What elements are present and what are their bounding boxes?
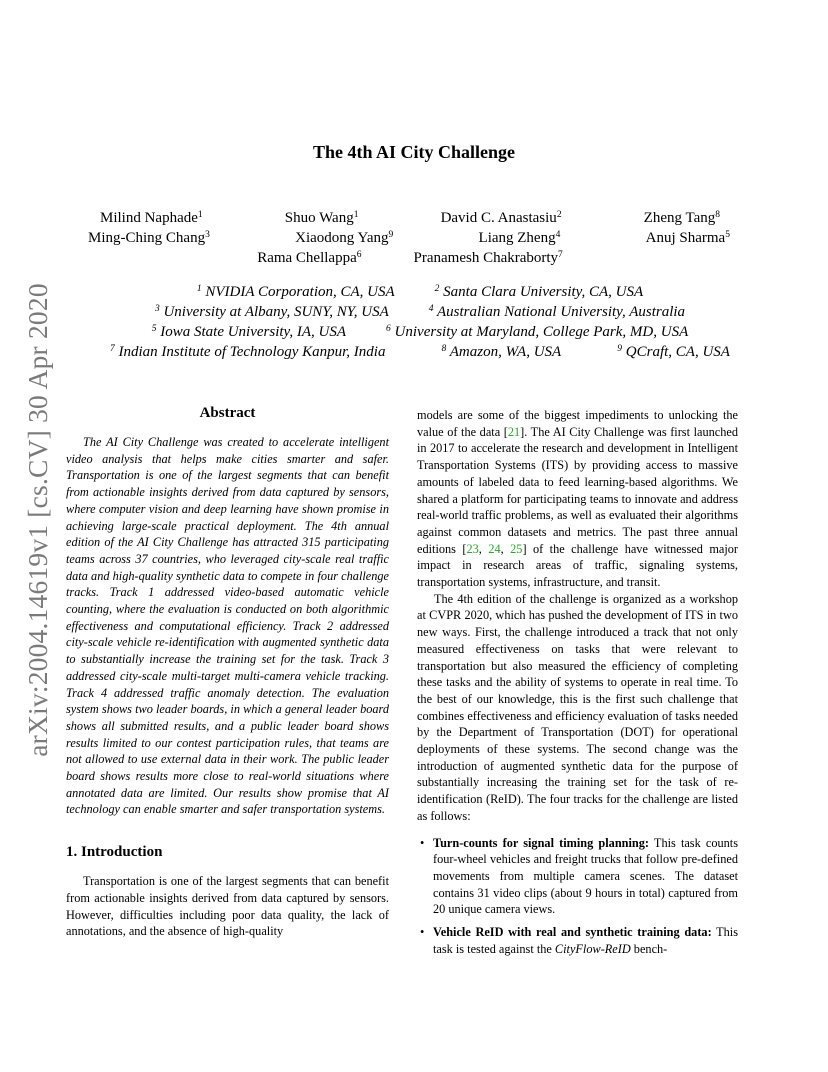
author: Xiaodong Yang$^9$ [295,230,394,246]
bullet-icon: • [420,925,425,940]
track-item: • Vehicle ReID with real and synthetic training data: This task is tested against the CityFlow-ReID bench- [420,925,738,956]
author: Liang Zheng$^4$ [478,230,561,246]
abstract-text: The AI City Challenge was created to accelerate intelligent video analysis that helps make cities smarter and safer. Transportation is one of the largest segments that can benefit from actionable insights derived from data captured by sensors, where computer vision and deep learning have shown promise in achieving large-scale practical deployment. The 4th annual edition of the AI City Challenge has attracted 315 participating teams across 37 countries, who leveraged city-scale real traffic data and high-quality synthetic data to compete in four challenge tracks. Track 1 addressed video-based automatic vehicle counting, where the evaluation is conducted on both algorithmic effectiveness and computational efficiency. Track 2 addressed city-scale vehicle re-identification with augmented synthetic data to substantially increase the training set for the task. Track 3 addressed city-scale multi-target multi-camera vehicle tracking. Track 4 addressed traffic anomaly detection. The evaluation system shows two leader boards, in which a general leader board shows all submitted results, and a public leader board shows results limited to our contest participation rules, that teams are not allowed to use external data in their work. The public leader board shows results more close to real-world situations where annotated data are limited. Our results show promise that AI technology can enable smarter and safer transportation systems. [66,435,389,817]
author: Pranamesh Chakraborty$^7$ [413,250,563,266]
track-heading: Vehicle ReID with real and synthetic training data: [433,925,712,940]
author: David C. Anastasiu$^2$ [440,210,562,226]
affiliation: $^7$ Indian Institute of Technology Kanpur, India [110,344,386,360]
bullet-icon: • [420,835,425,850]
right-column [417,407,738,964]
affiliation-list [60,282,780,362]
introduction-paragraph: Transportation is one of the largest segments that can benefit from actionable insights derived from data captured by sensors. However, difficulties including poor data quality, the lack of annotations, and the absence of high-quality [66,874,389,939]
author-row [100,208,720,228]
introduction-heading: 1. Introduction [66,844,163,861]
author-row [88,228,730,248]
author: Rama Chellappa$^6$ [257,250,362,266]
affiliation: $^8$ Amazon, WA, USA [441,344,562,360]
citation-link[interactable]: 21 [507,424,521,439]
citation-link[interactable]: 25 [510,541,523,556]
body-paragraph: The 4th edition of the challenge is organized as a workshop at CVPR 2020, which has pushed the development of ITS in two new ways. First, the challenge introduced a track that not only measured effectiveness on tasks that were relevant to transportation but also measured the efficiency of completing these tasks and the ability of systems to operate in real time. To the best of our knowledge, this is the first such challenge that combines effectiveness and efficiency evaluation of tasks needed by the Department of Transportation (DOT) for operational deployments of these systems. The second change was the introduction of augmented synthetic data for the purpose of substantially increasing the training set for the task of re-identification (ReID). The four tracks for the challenge are listed as follows: [417,591,738,823]
affiliation: $^6$ University at Maryland, College Park, MD, USA [386,324,689,340]
affiliation-row [60,322,780,342]
affiliation: $^1$ NVIDIA Corporation, CA, USA [196,284,395,300]
author-row [100,248,720,268]
affiliation-row [60,302,780,322]
affiliation-row [110,342,730,362]
affiliation: $^4$ Australian National University, Australia [428,304,686,320]
author: Ming-Ching Chang$^3$ [88,230,210,246]
affiliation: $^2$ Santa Clara University, CA, USA [434,284,644,300]
body-paragraph: models are some of the biggest impediments to unlocking the value of the data [21]. The AI City Challenge was first launched in 2017 to accelerate the research and development in Intelligent Transportation Systems (ITS) by providing access to massive amounts of labeled data to feed learning-based algorithms. We shared a platform for participating teams to innovate and address real-world traffic problems, as well as evaluated their algorithms against common datasets and metrics. The past three annual editions [23, 24, 25] of the challenge have witnessed major impact in research areas of traffic, signaling systems, transportation systems, infrastructure, and transit. [417,408,738,590]
author: Shuo Wang$^1$ [284,210,359,226]
author-list [88,208,730,268]
abstract-heading: Abstract [199,405,256,421]
arxiv-identifier-text: arXiv:2004.14619v1 [cs.CV] 30 Apr 2020 [22,283,53,757]
arxiv-identifier [18,285,58,755]
author: Anuj Sharma$^5$ [645,230,730,246]
affiliation: $^3$ University at Albany, SUNY, NY, USA [154,304,389,320]
paper-title: The 4th AI City Challenge [312,142,516,162]
track-item: • Turn-counts for signal timing planning: This task counts four-wheel vehicles and freight trucks that follow pre-defined movements from multiple camera scenes. The dataset contains 31 video clips (about 9 hours in total) captured from 20 unique camera views. [420,835,738,917]
affiliation: $^9$ QCraft, CA, USA [617,344,730,360]
track-heading: Turn-counts for signal timing planning: [433,835,650,850]
author: Milind Naphade$^1$ [100,210,203,226]
track-list [417,835,738,958]
left-column [66,405,389,940]
affiliation: $^5$ Iowa State University, IA, USA [151,324,347,340]
affiliation-row [60,282,780,302]
citation-link[interactable]: 23 [466,541,479,556]
author: Zheng Tang$^8$ [643,210,720,226]
citation-link[interactable]: 24 [488,541,501,556]
